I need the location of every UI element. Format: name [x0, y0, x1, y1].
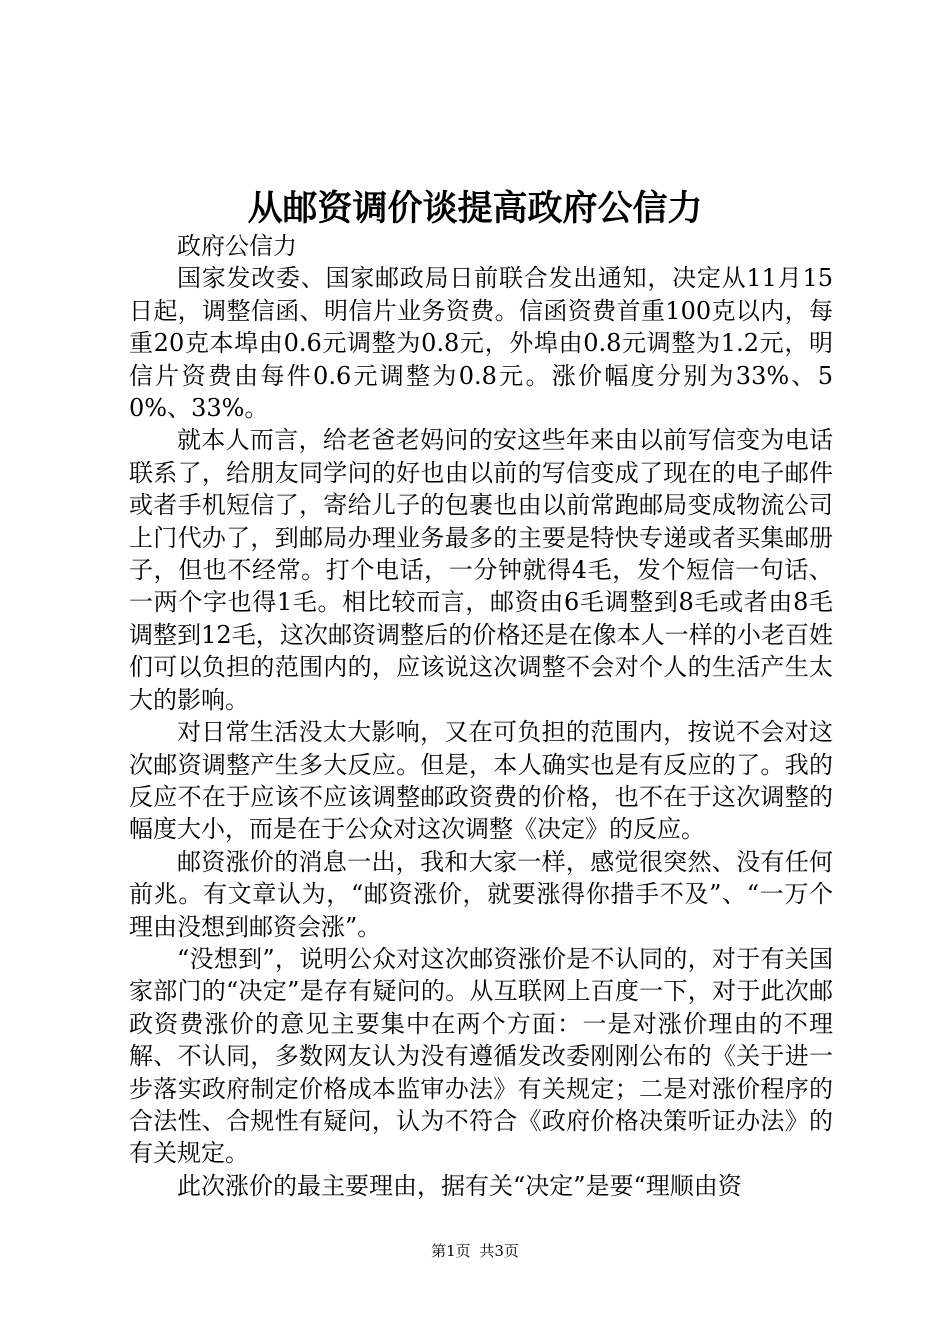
paragraph: 对日常生活没太大影响，又在可负担的范围内，按说不会对这次邮资调整产生多大反应。但是，本人确实也是有反应的了。我的反应不在于应该不应该调整邮政资费的价格，也不在于这次调整的幅度大小，而是在于公众对这次调整《决定》的反应。: [129, 718, 833, 844]
paragraph: “没想到”，说明公众对这次邮资涨价是不认同的，对于有关国家部门的“决定”是存有疑问的。从互联网上百度一下，对于此次邮政资费涨价的意见主要集中在两个方面：一是对涨价理由的不理解、不认同，多数网友认为没有遵循发改委刚刚公布的《关于进一步落实政府制定价格成本监审办法》有关规定；二是对涨价程序的合法性、合规性有疑问，认为不符合《政府价格决策听证办法》的有关规定。: [129, 944, 833, 1168]
page-footer: [0, 1240, 950, 1262]
paragraph: 就本人而言，给老爸老妈问的安这些年来由以前写信变为电话联系了，给朋友同学问的好也由以前的写信变成了现在的电子邮件或者手机短信了，寄给儿子的包裹也由以前常跑邮局变成物流公司上门代办了，到邮局办理业务最多的主要是特快专递或者买集邮册子，但也不经常。打个电话，一分钟就得4毛，发个短信一句话、一两个字也得1毛。相比较而言，邮资由6毛调整到8毛或者由8毛调整到12毛，这次邮资调整后的价格还是在像本人一样的小老百姓们可以负担的范围内的，应该说这次调整不会对个人的生活产生太大的影响。: [129, 426, 833, 714]
paragraph: 邮资涨价的消息一出，我和大家一样，感觉很突然、没有任何前兆。有文章认为，“邮资涨价，就要涨得你措手不及”、“一万个理由没想到邮资会涨”。: [129, 847, 833, 941]
paragraph-subtitle: 政府公信力: [177, 232, 297, 260]
document-body: [129, 230, 833, 1202]
page-total: 共3页: [479, 1242, 519, 1260]
page-number: 第1页: [431, 1242, 471, 1260]
document-title: 从邮资调价谈提高政府公信力: [247, 188, 703, 229]
paragraph: 国家发改委、国家邮政局日前联合发出通知，决定从11月15日起，调整信函、明信片业务资费。信函资费首重100克以内，每重20克本埠由0.6元调整为0.8元，外埠由0.8元调整为1.2元，明信片资费由每件0.6元调整为0.8元。涨价幅度分别为33%、50%、33%。: [129, 264, 833, 423]
paragraph: 此次涨价的最主要理由，据有关“决定”是要“理顺由资: [177, 1171, 742, 1200]
